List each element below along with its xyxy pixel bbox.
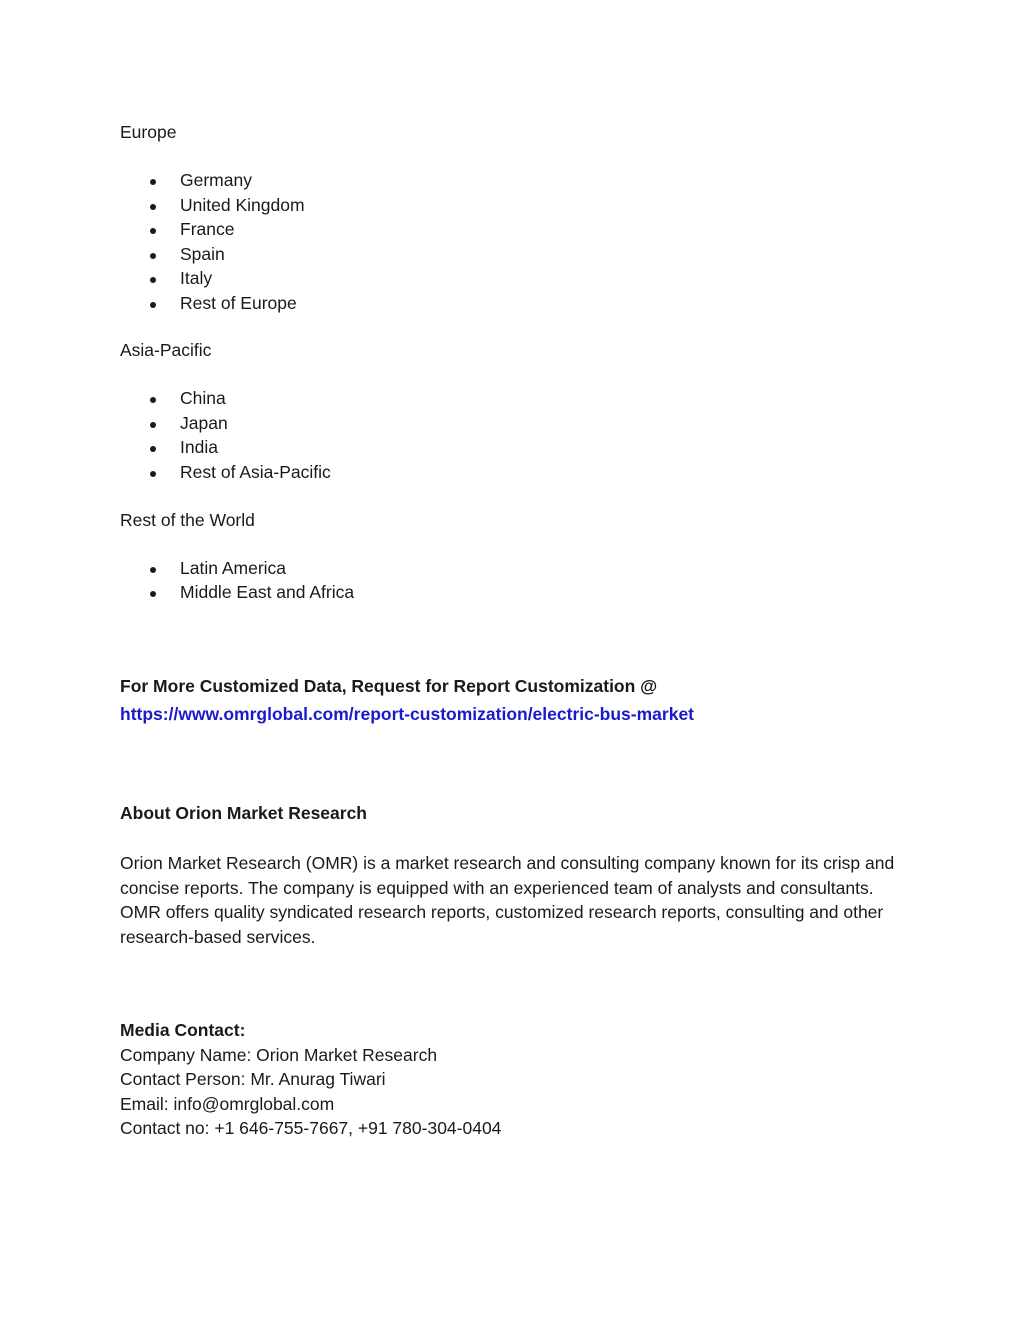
bullet-icon xyxy=(150,253,156,259)
bullet-icon xyxy=(150,446,156,452)
about-heading: About Orion Market Research xyxy=(120,803,367,823)
bullet-icon xyxy=(150,422,156,428)
bullet-icon xyxy=(150,204,156,210)
bullet-icon xyxy=(150,471,156,477)
customization-label: For More Customized Data, Request for Report Customization @ xyxy=(120,676,658,696)
region-heading-europe: Europe xyxy=(120,122,177,142)
about-paragraph: Orion Market Research (OMR) is a market research and consulting company known for its crisp and concise reports. The company is equipped with an experienced team of analysts and consultants. OMR offers quality syndicated research reports, customized research reports, consulting and other research-based services. xyxy=(120,853,895,948)
bullet-icon xyxy=(150,397,156,403)
bullet-icon xyxy=(150,591,156,597)
customization-link[interactable]: https://www.omrglobal.com/report-customization/electric-bus-market xyxy=(120,704,695,724)
media-contact-heading: Media Contact: xyxy=(120,1020,246,1040)
contact-phone: Contact no: +1 646-755-7667, +91 780-304-0404 xyxy=(120,1118,502,1138)
bullet-icon xyxy=(150,277,156,283)
contact-email: Email: info@omrglobal.com xyxy=(120,1094,335,1114)
bullet-icon xyxy=(150,567,156,573)
bullet-icon xyxy=(150,302,156,308)
region-heading-rest-of-world: Rest of the World xyxy=(120,510,255,530)
document-page: Europe Germany United Kingdom France Spain Italy Rest of Europe Asia-Pacific China Japan India Rest of Asia-Pacific Rest of the World Latin America Middle East and Africa For More Customized Data, Request for Report Customization @ https://www.omrglobal.com/report-customization/electric-bus-market About Orion Market Research Orion Market Research (OMR) is a market research and consulting company known for its crisp and concise reports. The company is equipped with an experienced team of analysts and consultants. OMR offers quality syndicated research reports, customized research reports, consulting and other research-based services. Media Contact: Company Name: Orion Market Research Contact Person: Mr. Anurag Tiwari Email: info@omrglobal.com Contact no: +1 646-755-7667, +91 780-304-0404 xyxy=(0,0,1024,1325)
bullet-icon xyxy=(150,179,156,185)
contact-company: Company Name: Orion Market Research xyxy=(120,1045,438,1065)
bullet-icon xyxy=(150,228,156,234)
region-heading-asia-pacific: Asia-Pacific xyxy=(120,340,212,360)
contact-person: Contact Person: Mr. Anurag Tiwari xyxy=(120,1069,386,1089)
